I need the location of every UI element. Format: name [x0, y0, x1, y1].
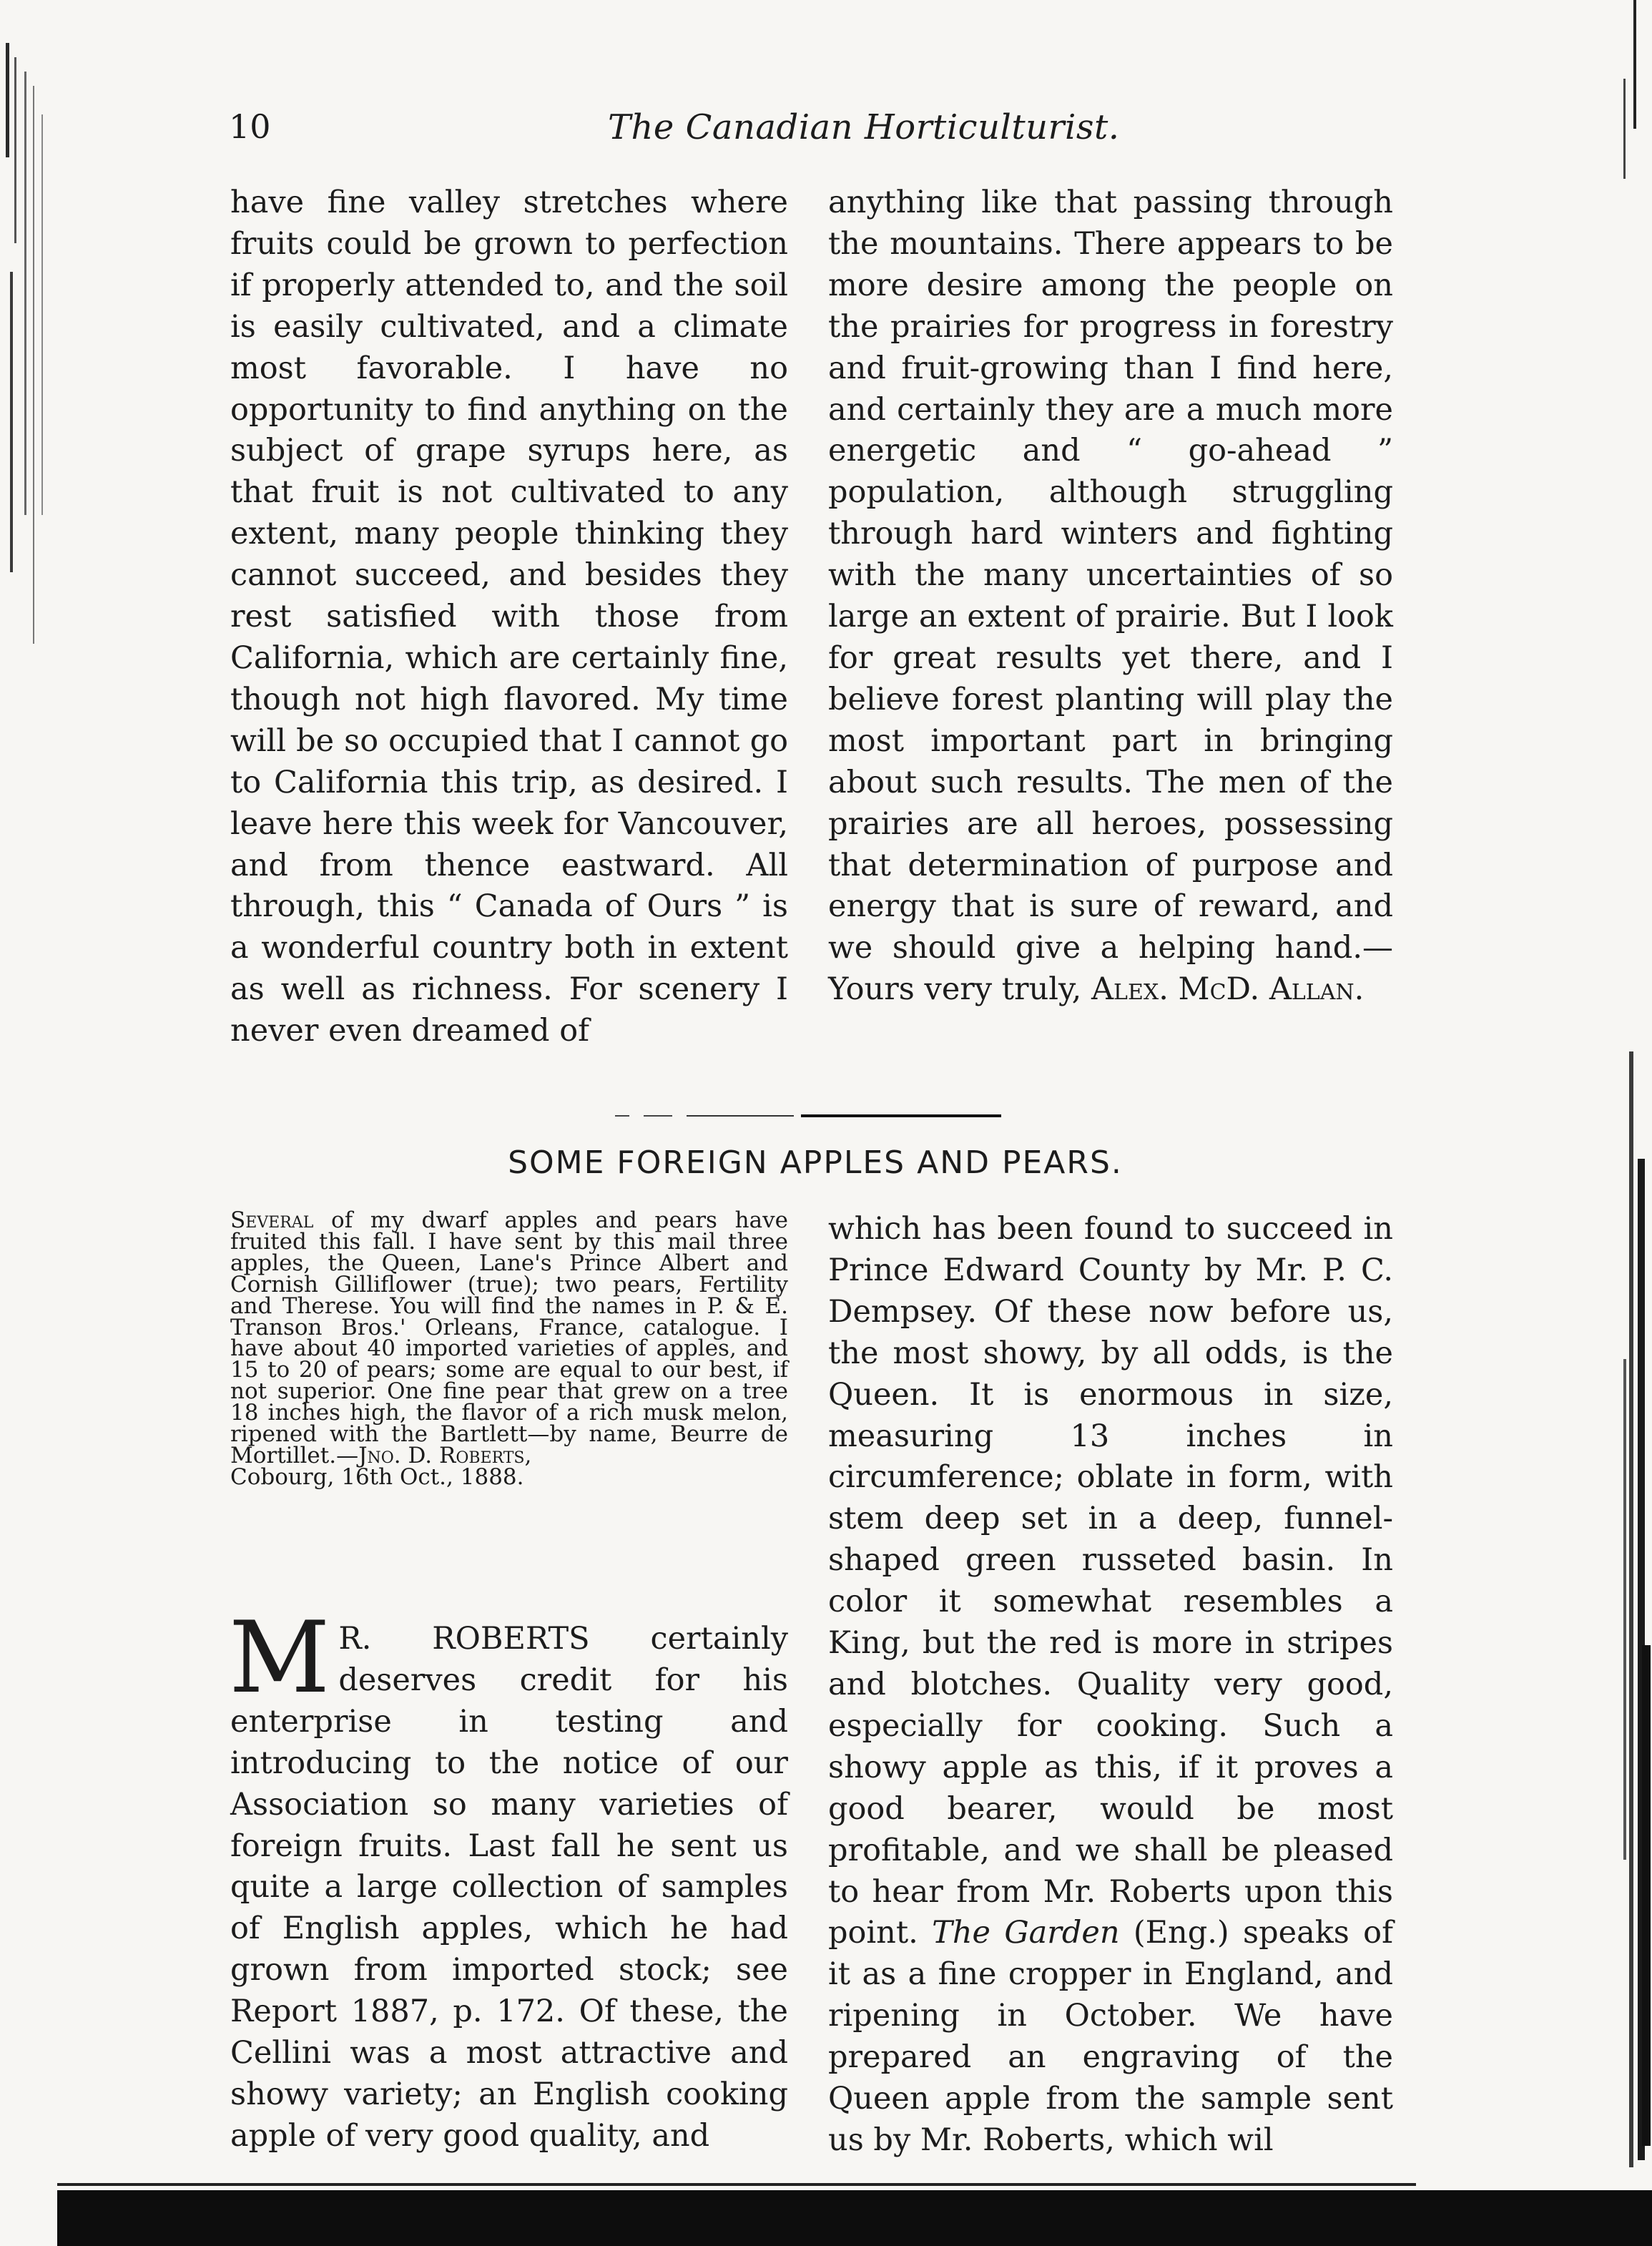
continued-letter-right-text: anything like that passing through the mountains. There appears to be more desire among the people on the prairies for progress in forestry and fruit-growing than I find here, and certainly they are a much more energetic and “ go-ahead ” population, although struggling through hard winters and fighting with the many uncertainties of so large an extent of prairie. But I look for great results yet there, and I believe forest planting will play the most important part in bringing about such results. The men of the prairies are all heroes, possessing that determination of purpose and energy that is sure of reward, and we should give a helping hand.—Yours very truly,	[828, 185, 1393, 1008]
article-body-right-column	[828, 1209, 1393, 2162]
page-number: 10	[229, 107, 271, 146]
article-body-left-text: R. ROBERTS certainly deserves credit for his enterprise in testing and introducing to the notice of our Association so many varieties of foreign fruits. Last fall he sent us quite a large collection of samples of English apples, which he had grown from imported stock; see Report 1887, p. 172. Of these, the Cellini was a most attractive and showy variety; an English cooking apple of very good quality, and	[230, 1621, 788, 2154]
quoted-letter-lead: Several	[230, 1207, 314, 1233]
section-divider-rule	[615, 1114, 1001, 1117]
quoted-letter-body: of my dwarf apples and pears have fruited this fall. I have sent by this mail three apples, the Queen, Lane's Prince Albert and Cornish Gilliflower (true); two pears, Fertility and Therese. You will find the names in P. & E. Transon Bros.' Orleans, France, catalogue. I have about 40 imported varieties of apples, and 15 to 20 of pears; some are equal to our best, if not superior. One fine pear that grew on a tree 18 inches high, the flavor of a rich musk melon, ripened with the Bartlett—by name, Beurre de Mortillet.—	[230, 1207, 788, 1468]
article-body-left-column	[229, 1600, 788, 2157]
article-body-right-text-1: which has been found to succeed in Prince Edward County by Mr. P. C. Dempsey. Of these now before us, the most showy, by all odds, is the Queen. It is enormous in size, measuring 13 inches in circumference; oblate in form, with stem deep set in a deep, funnel-shaped green russeted basin. In color it somewhat resembles a King, but the red is more in stripes and blotches. Quality very good, especially for cooking. Such a showy apple as this, if it proves a good bearer, would be most profitable, and we shall be pleased to hear from Mr. Roberts upon this point.	[828, 1211, 1393, 1951]
article-body-right-text-2: (Eng.) speaks of it as a fine cropper in England, and ripening in October. We have prepared an engraving of the Queen apple from the sample sent us by Mr. Roberts, which wil	[828, 1915, 1393, 2158]
quoted-letter	[230, 1207, 788, 1490]
continued-letter-right-paragraph	[828, 182, 1393, 1011]
continued-letter-left-column	[230, 182, 788, 1052]
drop-cap: M	[229, 1600, 330, 1715]
continued-letter-left-text: have fine valley stretches where fruits could be grown to perfection if properly attended to, and the soil is easily cultivated, and a climate most favorable. I have no opportunity to find anything on the subject of grape syrups here, as that fruit is not cultivated to any extent, many people thinking they cannot succeed, and besides they rest satisfied with those from California, which are certainly fine, though not high flavored. My time will be so occupied that I cannot go to California this trip, as desired. I leave here this week for Vancouver, and from thence eastward. All through, this “ Canada of Ours ” is a wonderful country both in extent as well as richness. For scenery I never even dreamed of	[230, 185, 788, 1049]
journal-title: The Canadian Horticulturist.	[608, 107, 1120, 147]
letter-signature: Alex. McD. Allan.	[1091, 971, 1365, 1008]
article-title: SOME FOREIGN APPLES AND PEARS.	[508, 1144, 1123, 1181]
scan-edge-artifact-right	[1588, 0, 1652, 2246]
garden-reference: The Garden	[932, 1915, 1120, 1951]
scan-edge-artifact-left	[0, 43, 64, 758]
scan-bottom-border	[57, 2190, 1652, 2246]
quoted-letter-place-date: Cobourg, 16th Oct., 1888.	[230, 1463, 524, 1490]
quoted-letter-signature: Jno. D. Roberts,	[358, 1442, 532, 1468]
page-header	[229, 107, 1402, 165]
continued-letter-right-column	[828, 182, 1393, 1011]
